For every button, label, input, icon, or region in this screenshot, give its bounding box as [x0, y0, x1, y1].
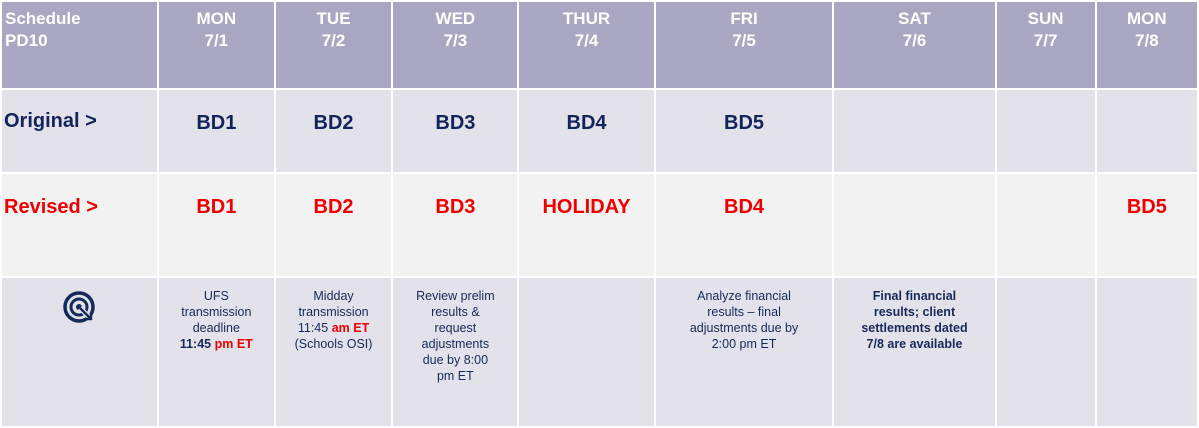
note-sat-7-6 — [834, 278, 994, 426]
revised-cell: BD5 — [1097, 174, 1197, 276]
note-time-highlight: am ET — [331, 321, 370, 335]
day-name: MON — [196, 9, 237, 28]
note-time: 11:45 — [179, 337, 215, 351]
original-cell — [1097, 90, 1197, 172]
note-line: Final financial — [872, 289, 957, 303]
day-date: 7/8 — [1135, 31, 1159, 50]
header-row — [2, 2, 1197, 88]
day-header-wed-7-3 — [393, 2, 517, 88]
day-date: 7/2 — [321, 31, 346, 50]
original-cell — [834, 90, 994, 172]
revised-cell: BD2 — [276, 174, 392, 276]
note-line: adjustments — [421, 337, 490, 351]
target-icon — [62, 290, 96, 324]
revised-cell: BD1 — [159, 174, 274, 276]
note-tue-7-2 — [276, 278, 392, 426]
day-header-sun-7-7 — [997, 2, 1095, 88]
note-line: Review prelim — [416, 289, 495, 303]
schedule-title: Schedule — [5, 9, 81, 28]
revised-cell — [997, 174, 1095, 276]
original-cell: BD2 — [276, 90, 392, 172]
note-sun-7-7 — [997, 278, 1095, 426]
revised-row — [2, 174, 1197, 276]
revised-cell: BD3 — [393, 174, 517, 276]
revised-cell — [834, 174, 994, 276]
note-time: 11:45 — [297, 321, 332, 335]
original-cell: BD5 — [656, 90, 833, 172]
note-line: request — [434, 321, 477, 335]
day-name: MON — [1127, 9, 1167, 28]
revised-row-label: Revised > — [2, 174, 157, 276]
note-line — [161, 336, 272, 352]
day-header-mon-7-1 — [159, 2, 274, 88]
original-cell: BD3 — [393, 90, 517, 172]
day-name: THUR — [562, 9, 611, 28]
note-mon-7-8 — [1097, 278, 1197, 426]
note-line: transmission — [298, 305, 369, 319]
note-line: results – final — [707, 305, 781, 319]
day-name: TUE — [316, 9, 351, 28]
schedule-period: PD10 — [5, 31, 48, 50]
note-line: deadline — [192, 321, 240, 335]
day-date: 7/5 — [732, 31, 756, 50]
day-name: SAT — [898, 9, 931, 28]
day-header-sat-7-6 — [834, 2, 994, 88]
notes-row — [2, 278, 1197, 426]
day-date: 7/6 — [902, 31, 927, 50]
note-line: due by 8:00 — [422, 353, 489, 367]
revised-cell: BD4 — [656, 174, 833, 276]
day-name: FRI — [730, 9, 758, 28]
note-fri-7-5 — [656, 278, 833, 426]
original-row-label: Original > — [2, 90, 157, 172]
note-line: settlements dated — [861, 321, 968, 335]
day-date: 7/1 — [204, 31, 229, 50]
note-thur-7-4 — [519, 278, 653, 426]
original-cell: BD1 — [159, 90, 274, 172]
note-line: Midday — [313, 289, 354, 303]
day-header-thur-7-4 — [519, 2, 653, 88]
note-time-highlight: pm ET — [214, 337, 253, 351]
note-line: 2:00 pm ET — [711, 337, 777, 351]
note-line: results; client — [873, 305, 956, 319]
note-line: Analyze financial — [697, 289, 791, 303]
note-line: results & — [431, 305, 480, 319]
notes-icon-cell — [2, 278, 157, 426]
original-cell — [997, 90, 1095, 172]
original-cell: BD4 — [519, 90, 653, 172]
note-line — [278, 320, 390, 336]
day-date: 7/7 — [1033, 31, 1058, 50]
note-line: (Schools OSI) — [294, 337, 373, 351]
day-name: SUN — [1027, 9, 1064, 28]
day-header-mon-7-8 — [1097, 2, 1197, 88]
original-row — [2, 90, 1197, 172]
schedule-title-cell — [2, 2, 157, 88]
note-line: UFS — [203, 289, 229, 303]
day-header-fri-7-5 — [656, 2, 833, 88]
note-line: transmission — [181, 305, 252, 319]
note-line: 7/8 are available — [866, 337, 963, 351]
day-header-tue-7-2 — [276, 2, 392, 88]
revised-cell-holiday: HOLIDAY — [519, 174, 653, 276]
note-line: pm ET — [436, 369, 474, 383]
note-mon-7-1 — [159, 278, 274, 426]
day-date: 7/3 — [443, 31, 468, 50]
day-name: WED — [435, 9, 476, 28]
note-wed-7-3 — [393, 278, 517, 426]
note-line: adjustments due by — [689, 321, 799, 335]
day-date: 7/4 — [574, 31, 599, 50]
